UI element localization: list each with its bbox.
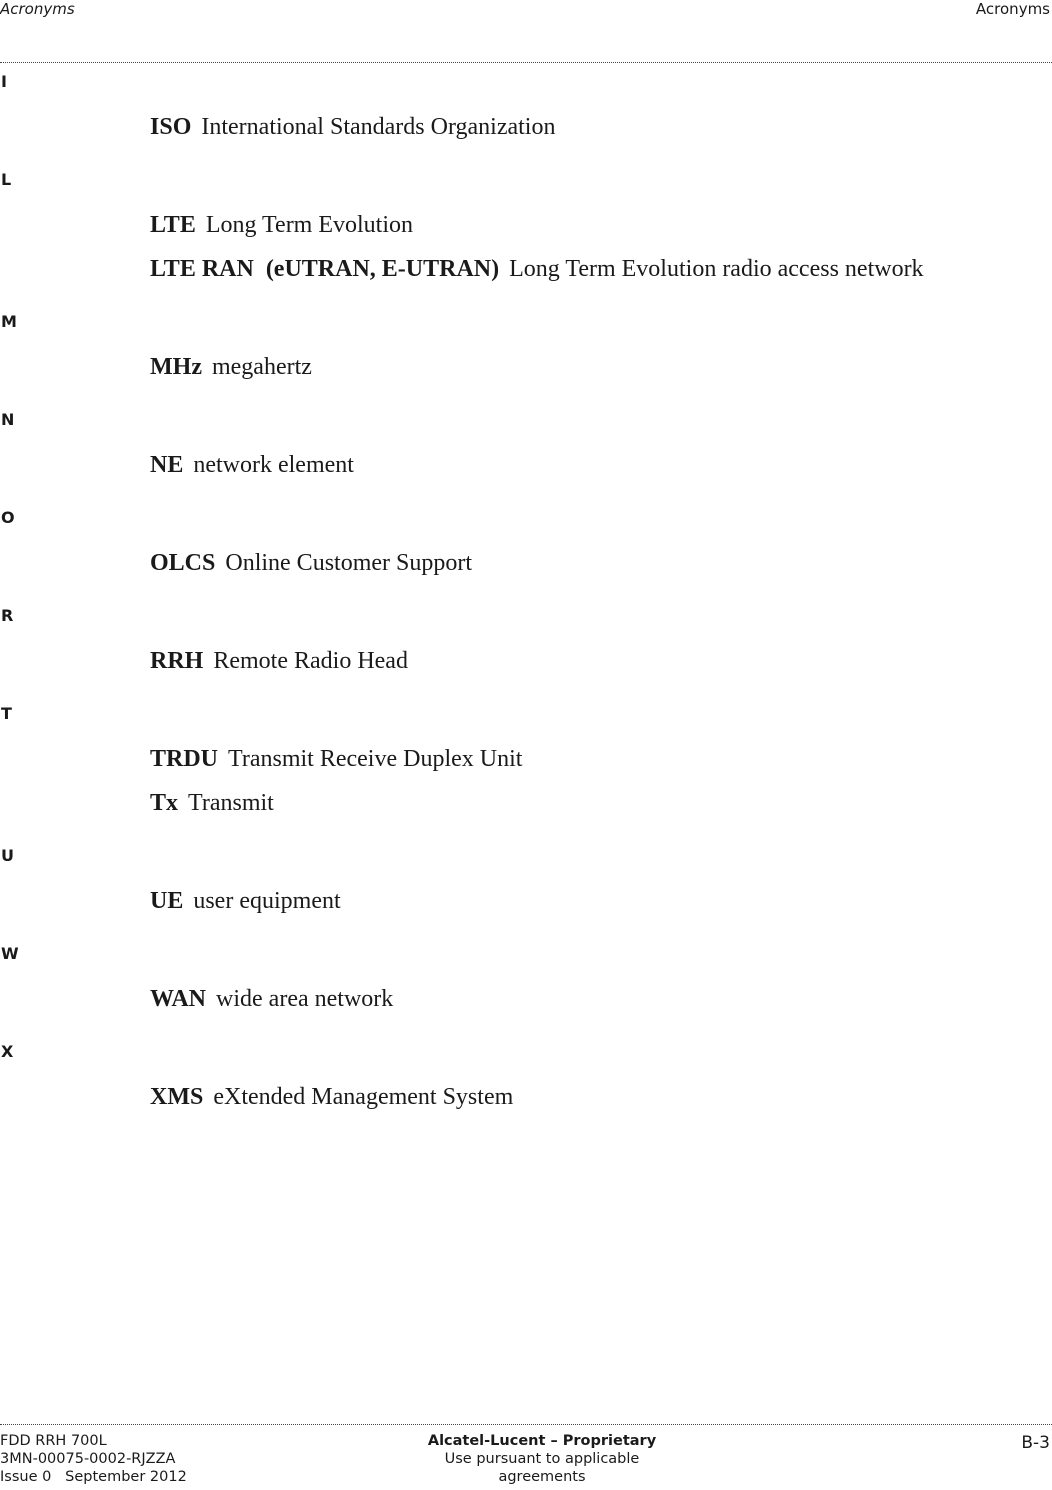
acronym-definition: International Standards Organization <box>201 114 556 140</box>
acronym-term: MHz <box>150 354 202 380</box>
page-footer <box>0 1432 1052 1488</box>
entry-list <box>150 726 1052 818</box>
acronym-entry <box>150 744 1052 774</box>
acronym-term: OLCS <box>150 550 216 576</box>
section-u <box>0 844 1052 942</box>
section-spacer <box>0 690 1052 702</box>
section-spacer <box>0 592 1052 604</box>
section-spacer <box>0 1028 1052 1040</box>
section-spacer <box>0 494 1052 506</box>
section-spacer <box>0 156 1052 168</box>
acronym-definition: Transmit Receive Duplex Unit <box>228 746 523 772</box>
acronym-term: UE <box>150 888 184 914</box>
section-spacer <box>0 832 1052 844</box>
entry-list <box>150 334 1052 382</box>
section-x <box>0 1040 1052 1138</box>
footer-proprietary: Alcatel-Lucent – Proprietary <box>427 1433 657 1449</box>
acronym-definition: Transmit <box>188 790 274 816</box>
entry-list <box>150 628 1052 676</box>
acronym-entry <box>150 788 1052 818</box>
acronym-definition: network element <box>193 452 354 478</box>
running-header <box>0 0 1052 22</box>
section-spacer <box>0 1126 1052 1138</box>
acronym-term: XMS <box>150 1084 204 1110</box>
acronym-term: LTE RAN (eUTRAN, E-UTRAN) <box>150 256 500 282</box>
section-letter: W <box>1 944 19 963</box>
entry-list <box>150 1064 1052 1112</box>
acronym-entry <box>150 210 1052 240</box>
section-spacer <box>0 298 1052 310</box>
acronym-term: NE <box>150 452 184 478</box>
entry-list <box>150 868 1052 916</box>
acronym-entry <box>150 450 1052 480</box>
acronym-definition: Remote Radio Head <box>213 648 408 674</box>
acronym-entry <box>150 548 1052 578</box>
acronym-entry <box>150 984 1052 1014</box>
entry-list <box>150 192 1052 284</box>
section-letter: U <box>1 846 14 865</box>
acronym-entry <box>150 112 1052 142</box>
section-i <box>0 70 1052 168</box>
section-l <box>0 168 1052 310</box>
footer-product: FDD RRH 700L <box>0 1433 107 1449</box>
footer-doc-info <box>0 1432 187 1486</box>
acronym-definition: megahertz <box>211 354 312 380</box>
section-letter: T <box>1 704 12 723</box>
section-letter: I <box>1 72 7 91</box>
section-letter: L <box>1 170 12 189</box>
header-divider <box>0 62 1052 63</box>
footer-doc-number: 3MN-00075-0002-RJZZA <box>0 1451 176 1467</box>
acronym-term: TRDU <box>150 746 219 772</box>
section-letter: X <box>1 1042 14 1061</box>
section-m <box>0 310 1052 408</box>
footer-agreement: Use pursuant to applicable agreements <box>444 1451 640 1485</box>
acronym-list <box>0 70 1052 1138</box>
section-w <box>0 942 1052 1040</box>
acronym-term: WAN <box>150 986 207 1012</box>
entry-list <box>150 530 1052 578</box>
acronym-term: Tx <box>150 790 179 816</box>
section-r <box>0 604 1052 702</box>
section-letter: N <box>1 410 15 429</box>
section-letter: M <box>1 312 17 331</box>
acronym-entry <box>150 886 1052 916</box>
acronym-definition: user equipment <box>193 888 341 914</box>
section-o <box>0 506 1052 604</box>
acronym-entry <box>150 352 1052 382</box>
entry-list <box>150 966 1052 1014</box>
footer-legal <box>412 1432 672 1486</box>
header-right-title: Acronyms <box>975 0 1050 18</box>
footer-issue: Issue 0 September 2012 <box>0 1469 187 1485</box>
acronym-term: ISO <box>150 114 192 140</box>
header-left-title: Acronyms <box>0 0 75 18</box>
acronym-definition: eXtended Management System <box>213 1084 514 1110</box>
acronym-definition: Long Term Evolution <box>205 212 414 238</box>
section-spacer <box>0 930 1052 942</box>
acronym-entry <box>150 646 1052 676</box>
section-letter: O <box>1 508 15 527</box>
acronym-term: RRH <box>150 648 204 674</box>
acronym-definition: Online Customer Support <box>225 550 473 576</box>
acronym-entry <box>150 254 1052 284</box>
section-spacer <box>0 396 1052 408</box>
section-t <box>0 702 1052 844</box>
footer-page-number: B-3 <box>1021 1433 1050 1453</box>
acronym-definition: Long Term Evolution radio access network <box>509 256 924 282</box>
acronym-entry <box>150 1082 1052 1112</box>
section-n <box>0 408 1052 506</box>
entry-list <box>150 94 1052 142</box>
acronym-term: LTE <box>150 212 196 238</box>
section-letter: R <box>1 606 14 625</box>
entry-list <box>150 432 1052 480</box>
acronym-definition: wide area network <box>216 986 394 1012</box>
footer-divider <box>0 1424 1052 1425</box>
